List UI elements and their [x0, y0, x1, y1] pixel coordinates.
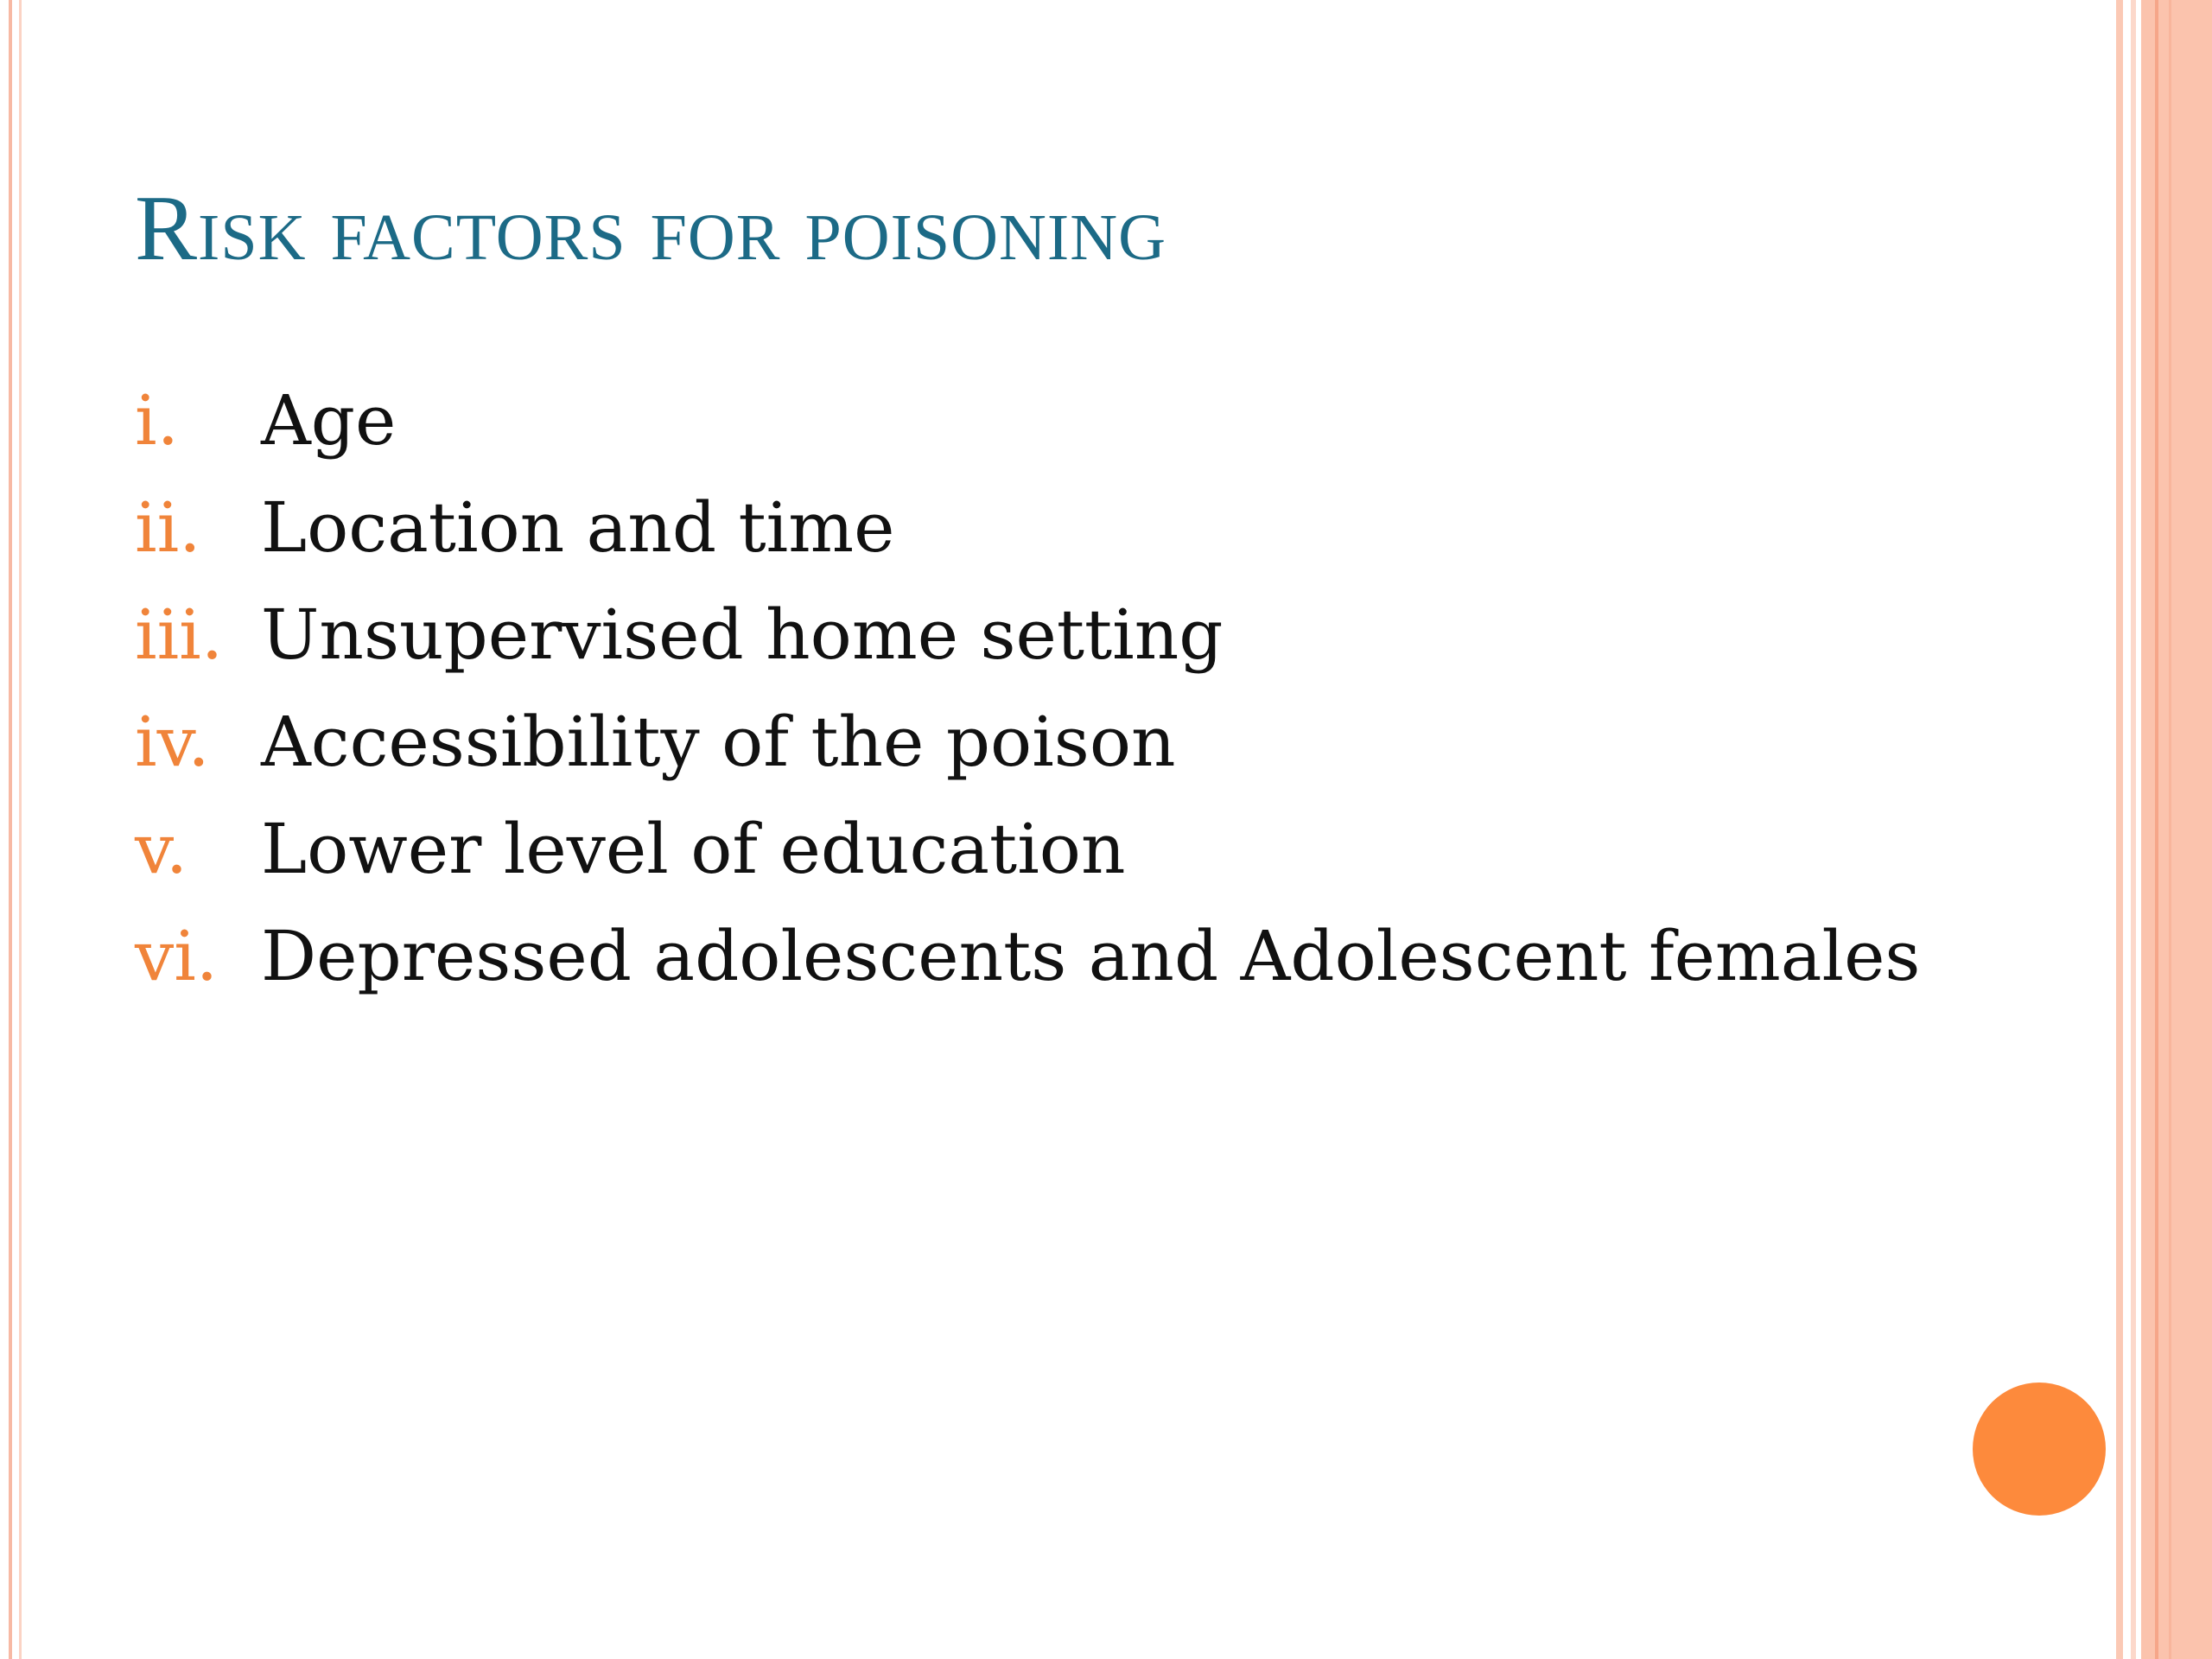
- right-border-stripe: [2131, 0, 2136, 1659]
- right-border-stripe: [2169, 0, 2171, 1659]
- list-item-text: Age: [261, 380, 397, 461]
- list-item-number: vi.: [135, 916, 219, 996]
- list-item-number: v.: [135, 809, 188, 889]
- list-item: [135, 487, 1920, 594]
- list-item-text: Accessibility of the poison: [261, 702, 1176, 782]
- list-item-text: Location and time: [261, 487, 895, 568]
- list-item-text: Unsupervised home setting: [261, 594, 1224, 675]
- right-border-stripe: [2155, 0, 2158, 1659]
- risk-factor-list: [135, 380, 1920, 1023]
- list-item-number: iv.: [135, 702, 210, 782]
- list-item-text: Depressed adolescents and Adolescent females: [261, 916, 1921, 996]
- list-item: [135, 809, 1920, 916]
- list-item: [135, 702, 1920, 809]
- list-item-number: i.: [135, 380, 180, 461]
- decorative-circle: [1973, 1382, 2106, 1516]
- right-border-band: [2141, 0, 2212, 1659]
- list-item: [135, 380, 1920, 487]
- slide-title: Risk factors for poisoning: [135, 177, 1167, 280]
- list-item: [135, 916, 1920, 1023]
- left-border-line-inner: [19, 0, 22, 1659]
- list-item-number: ii.: [135, 487, 201, 568]
- right-border-stripe: [2116, 0, 2123, 1659]
- left-border-line: [9, 0, 12, 1659]
- list-item-text: Lower level of education: [261, 809, 1126, 889]
- list-item: [135, 594, 1920, 702]
- list-item-number: iii.: [135, 594, 224, 675]
